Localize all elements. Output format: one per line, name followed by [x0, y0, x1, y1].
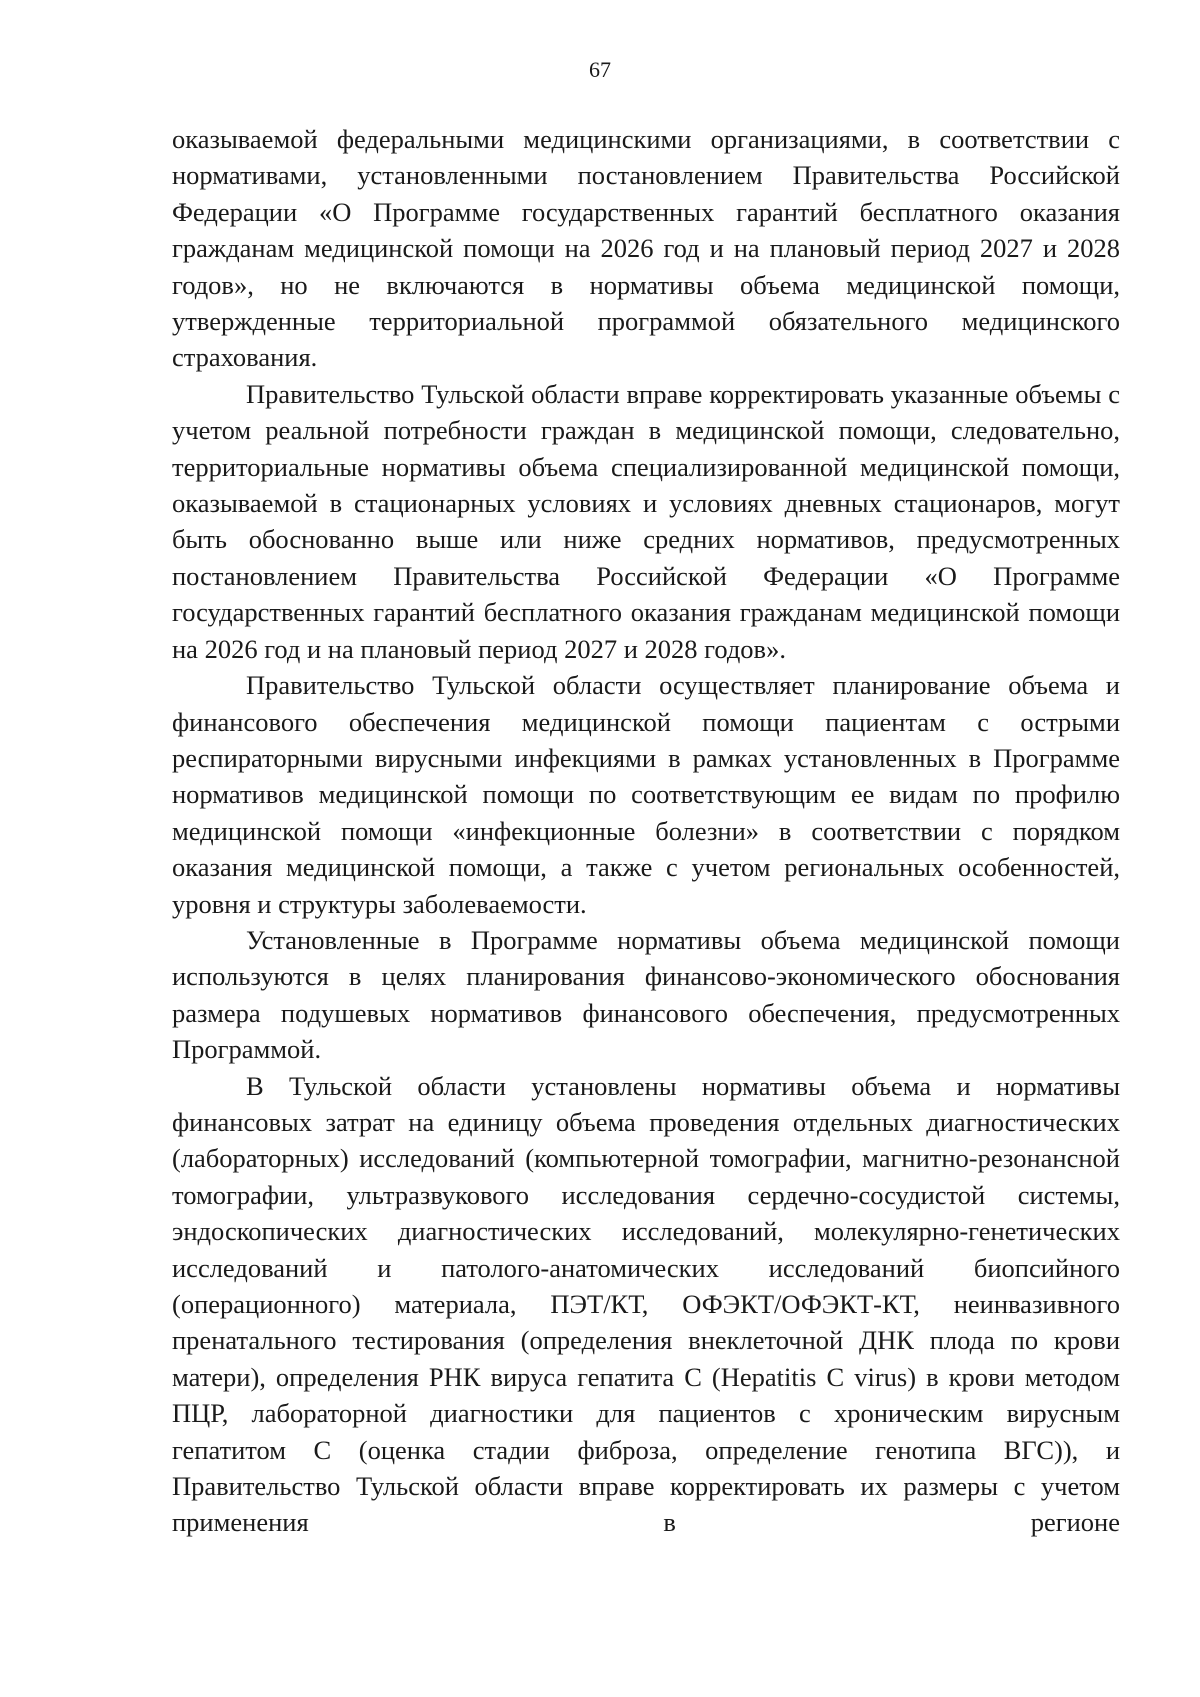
document-body: [172, 121, 1120, 1541]
paragraph-volume-adjustment: Правительство Тульской области вправе корректировать указанные объемы с учетом реальной потребности граждан в медицинской помощи, следовательно, территориальные нормативы объема специализированной медицинской помощи, оказываемой в стационарных условиях и условиях дневных стационаров, могут быть обоснованно выше или ниже средних нормативов, предусмотренных постановлением Правительства Российской Федерации «О Программе государственных гарантий бесплатного оказания гражданам медицинской помощи на 2026 год и на плановый период 2027 и 2028 годов».: [172, 378, 1120, 664]
paragraph-continuation: оказываемой федеральными медицинскими организациями, в соответствии с нормативами, установленными постановлением Правительства Российской Федерации «О Программе государственных гарантий бесплатного оказания гражданам медицинской помощи на 2026 год и на плановый период 2027 и 2028 годов», но не включаются в нормативы объема медицинской помощи, утвержденные территориальной программой обязательного медицинского страхования.: [172, 124, 1120, 373]
paragraph-respiratory-infections: Правительство Тульской области осуществляет планирование объема и финансового обеспечения медицинской помощи пациентам с острыми респираторными вирусными инфекциями в рамках установленных в Программе нормативов медицинской помощи по соответствующим ее видам по профилю медицинской помощи «инфекционные болезни» в соответствии с порядком оказания медицинской помощи, а также с учетом региональных особенностей, уровня и структуры заболеваемости.: [172, 670, 1120, 919]
paragraph-planning-norms: Установленные в Программе нормативы объема медицинской помощи используются в целях планирования финансово-экономического обоснования размера подушевых нормативов финансового обеспечения, предусмотренных Программой.: [172, 924, 1120, 1065]
page-number: 67: [589, 57, 611, 82]
paragraph-diagnostic-norms: В Тульской области установлены нормативы объема и нормативы финансовых затрат на единицу объема проведения отдельных диагностических (лабораторных) исследований (компьютерной томографии, магнитно-резонансной томографии, ультразвукового исследования сердечно-сосудистой системы, эндоскопических диагностических исследований, молекулярно-генетических исследований и патолого-анатомических исследований биопсийного (операционного) материала, ПЭТ/КТ, ОФЭКТ/ОФЭКТ-КТ, неинвазивного пренатального тестирования (определения внеклеточной ДНК плода по крови матери), определения РНК вируса гепатита C (Hepatitis C virus) в крови методом ПЦР, лабораторной диагностики для пациентов с хроническим вирусным гепатитом C (оценка стадии фиброза, определение генотипа ВГС)), и Правительство Тульской области вправе корректировать их размеры с учетом применения в регионе: [172, 1070, 1120, 1538]
